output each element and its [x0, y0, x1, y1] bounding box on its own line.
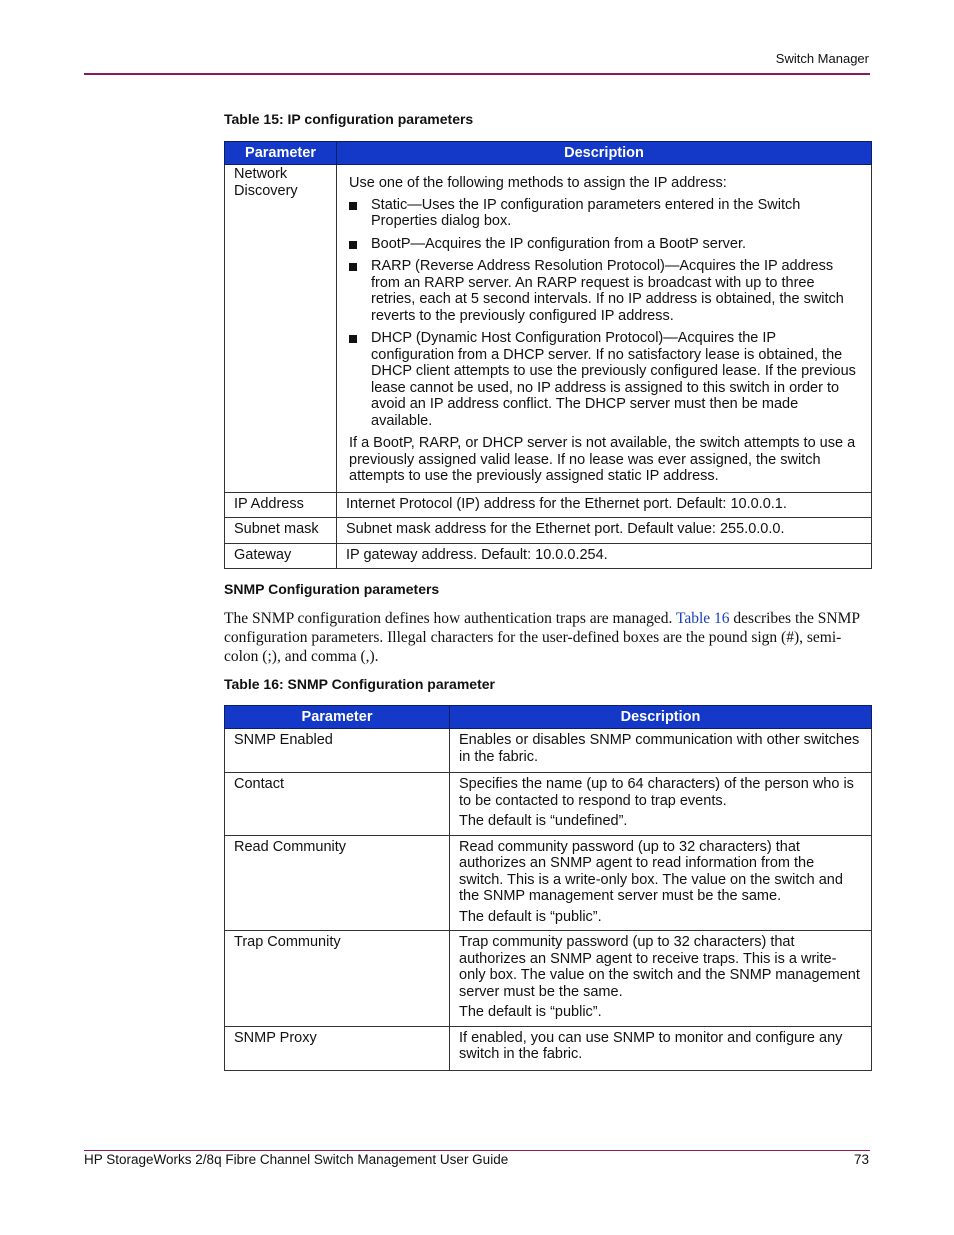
table16-link[interactable]: Table 16 [675, 610, 730, 627]
param-cell: Contact [225, 773, 450, 836]
table-row [225, 729, 872, 773]
bullet-square-icon [349, 241, 357, 249]
default-note: The default is “public”. [459, 1004, 602, 1020]
table-row [225, 492, 872, 518]
table16-header-parameter: Parameter [225, 706, 450, 729]
desc-cell: Subnet mask address for the Ethernet port. Default value: 255.0.0.0. [337, 518, 872, 544]
nd-intro: Use one of the following methods to assign the IP address: [349, 175, 727, 191]
desc-cell [337, 165, 872, 493]
table-row [225, 931, 872, 1027]
running-header: Switch Manager [775, 51, 869, 66]
table15 [224, 141, 872, 569]
param-cell: Subnet mask [225, 518, 337, 544]
desc-cell: IP gateway address. Default: 10.0.0.254. [337, 543, 872, 569]
table16-caption: Table 16: SNMP Configuration parameter [224, 676, 495, 692]
param-cell: IP Address [225, 492, 337, 518]
table15-header-description: Description [337, 142, 872, 165]
param-cell: Network Discovery [225, 165, 337, 493]
bullet-square-icon [349, 335, 357, 343]
nd-method-list [349, 197, 859, 430]
table-row [225, 835, 872, 931]
nd-outro: If a BootP, RARP, or DHCP server is not available, the switch attempts to use a previously assigned valid lease. If no lease was ever assigned, the switch attempts to use the previously assigned static IP address. [349, 435, 856, 484]
param-cell: SNMP Proxy [225, 1026, 450, 1070]
desc-cell: Internet Protocol (IP) address for the Ethernet port. Default: 10.0.0.1. [337, 492, 872, 518]
bullet-square-icon [349, 202, 357, 210]
desc-cell: Enables or disables SNMP communication with other switches in the fabric. [450, 729, 872, 773]
desc-cell: Read community password (up to 32 characters) that authorizes an SNMP agent to read information from the switch. This is a write-only box. The value on the switch and the SNMP management server must be the same. The default is “public”. [450, 835, 872, 931]
table15-caption: Table 15: IP configuration parameters [224, 111, 474, 127]
default-note: The default is “undefined”. [459, 813, 628, 829]
footer-guide-title: HP StorageWorks 2/8q Fibre Channel Switch Management User Guide [84, 1152, 509, 1167]
table-row [225, 543, 872, 569]
list-item: DHCP (Dynamic Host Configuration Protocol)—Acquires the IP configuration from a DHCP server. If no satisfactory lease is obtained, the DHCP client attempts to use the previously configured lease. If the previous lease cannot be used, no IP address is assigned to this switch in order to avoid an IP address conflict. The DHCP server must then be made available. [349, 330, 859, 429]
list-item: BootP—Acquires the IP configuration from a BootP server. [349, 236, 859, 253]
table-row [225, 165, 872, 493]
section-heading: SNMP Configuration parameters [224, 581, 440, 597]
default-note: The default is “public”. [459, 908, 602, 925]
table-row [225, 1026, 872, 1070]
desc-cell: If enabled, you can use SNMP to monitor and configure any switch in the fabric. [450, 1026, 872, 1070]
page-number: 73 [853, 1152, 869, 1167]
param-cell: Read Community [225, 835, 450, 931]
bullet-square-icon [349, 263, 357, 271]
param-cell: Gateway [225, 543, 337, 569]
footer-rule [84, 1150, 870, 1151]
table16 [224, 705, 872, 1071]
desc-cell: Trap community password (up to 32 characters) that authorizes an SNMP agent to receive traps. This is a write-only box. The value on the switch and the SNMP management server must be the same. The default is “public”. [450, 931, 872, 1027]
table15-header-parameter: Parameter [225, 142, 337, 165]
desc-cell: Specifies the name (up to 64 characters) of the person who is to be contacted to respond to trap events. The default is “undefined”. [450, 773, 872, 836]
header-rule [84, 73, 870, 75]
param-cell: Trap Community [225, 931, 450, 1027]
table-row [225, 773, 872, 836]
param-cell: SNMP Enabled [225, 729, 450, 773]
snmp-paragraph: The SNMP configuration defines how authentication traps are managed. Table 16 describes the SNMP configuration parameters. Illegal characters for the user-defined boxes are the pound sign (#), semi-colon (;), and comma (,). [224, 610, 860, 665]
table-row [225, 518, 872, 544]
list-item: RARP (Reverse Address Resolution Protocol)—Acquires the IP address from an RARP server. An RARP request is broadcast with up to three retries, each at 5 second intervals. If no IP address is obtained, the switch reverts to the previously configured IP address. [349, 258, 859, 324]
table16-header-description: Description [450, 706, 872, 729]
list-item: Static—Uses the IP configuration parameters entered in the Switch Properties dialog box. [349, 197, 859, 230]
